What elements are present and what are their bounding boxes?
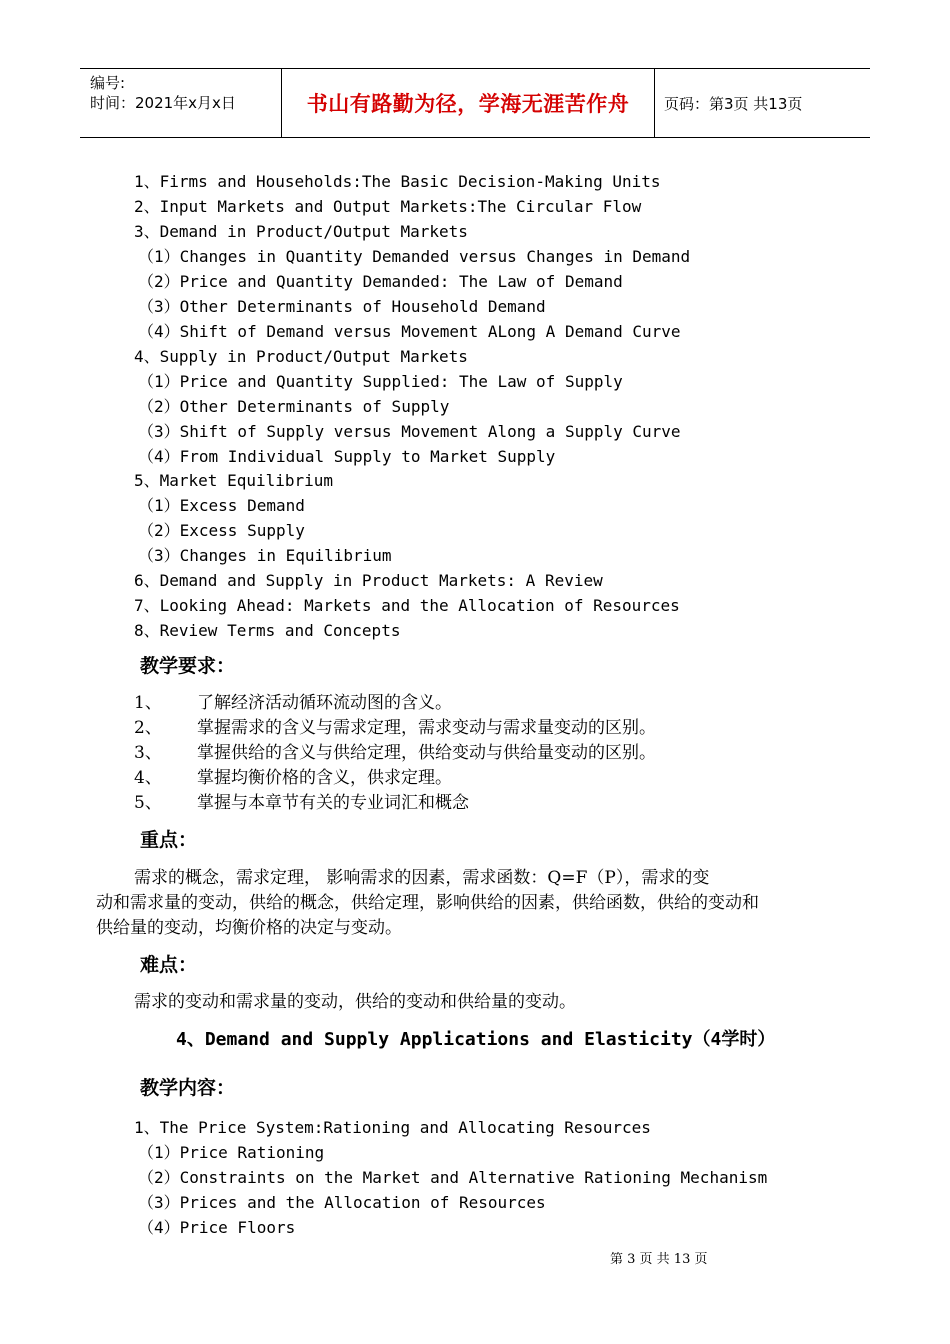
requirement-number: 3、 [134, 743, 162, 763]
list-item: （3）Changes in Equilibrium [138, 546, 392, 565]
requirement-number: 1、 [134, 693, 162, 713]
list-item: （3）Shift of Supply versus Movement Along a Supply Curve [138, 422, 681, 441]
difficulties-heading: 难点： [140, 954, 198, 976]
list-item: （4）Shift of Demand versus Movement ALong A Demand Curve [138, 322, 681, 341]
section-title: 4、Demand and Supply Applications and Elasticity（4学时） [176, 1029, 776, 1050]
paragraph-line: 需求的概念，需求定理， 影响需求的因素，需求函数：Q=F（P），需求的变 [134, 868, 710, 888]
list-item: （2）Excess Supply [138, 521, 305, 540]
list-item: 1、The Price System:Rationing and Allocating Resources [134, 1118, 651, 1137]
requirement-number: 2、 [134, 718, 162, 738]
list-item: （1）Price Rationing [138, 1143, 325, 1162]
paragraph-line: 动和需求量的变动，供给的概念，供给定理，影响供给的因素，供给函数，供给的变动和 [96, 893, 759, 913]
requirement-number: 5、 [134, 793, 162, 813]
content-heading: 教学内容： [140, 1077, 236, 1099]
list-item: （2）Other Determinants of Supply [138, 397, 450, 416]
list-item: （2）Price and Quantity Demanded: The Law of Demand [138, 272, 623, 291]
page-header [80, 68, 870, 138]
header-divider [654, 69, 655, 137]
requirements-heading: 教学要求： [140, 655, 236, 677]
list-item: （3）Prices and the Allocation of Resources [138, 1193, 546, 1212]
requirement-text: 掌握均衡价格的含义，供求定理。 [197, 768, 452, 788]
requirement-text: 掌握供给的含义与供给定理，供给变动与供给量变动的区别。 [197, 743, 656, 763]
list-item: 5、Market Equilibrium [134, 471, 334, 490]
list-item: （1）Excess Demand [138, 496, 305, 515]
list-item: 8、Review Terms and Concepts [134, 621, 401, 640]
time-label: 时间：2021年x月x日 [90, 94, 236, 112]
requirement-text: 掌握需求的含义与需求定理，需求变动与需求量变动的区别。 [197, 718, 656, 738]
list-item: 3、Demand in Product/Output Markets [134, 222, 468, 241]
difficulties-text: 需求的变动和需求量的变动，供给的变动和供给量的变动。 [134, 992, 576, 1012]
list-item: 2、Input Markets and Output Markets:The Circular Flow [134, 197, 642, 216]
list-item: （1）Changes in Quantity Demanded versus Changes in Demand [138, 247, 691, 266]
list-item: 4、Supply in Product/Output Markets [134, 347, 468, 366]
list-item: 7、Looking Ahead: Markets and the Allocation of Resources [134, 596, 680, 615]
requirement-number: 4、 [134, 768, 162, 788]
list-item: 1、Firms and Households:The Basic Decision-Making Units [134, 172, 661, 191]
list-item: （2）Constraints on the Market and Alternative Rationing Mechanism [138, 1168, 768, 1187]
list-item: 6、Demand and Supply in Product Markets: A Review [134, 571, 603, 590]
list-item: （4）Price Floors [138, 1218, 296, 1237]
list-item: （3）Other Determinants of Household Demand [138, 297, 546, 316]
key-points-heading: 重点： [140, 829, 198, 851]
header-page-label: 页码：第3页 共13页 [664, 95, 803, 113]
list-item: （4）From Individual Supply to Market Supply [138, 447, 556, 466]
header-motto: 书山有路勤为径，学海无涯苦作舟 [306, 92, 630, 116]
header-meta [90, 73, 236, 113]
list-item: （1）Price and Quantity Supplied: The Law of Supply [138, 372, 623, 391]
number-label: 编号: [90, 74, 126, 92]
requirement-text: 掌握与本章节有关的专业词汇和概念 [197, 793, 469, 813]
requirement-text: 了解经济活动循环流动图的含义。 [197, 693, 452, 713]
page-footer: 第 3 页 共 13 页 [610, 1252, 708, 1267]
paragraph-line: 供给量的变动，均衡价格的决定与变动。 [96, 918, 402, 938]
